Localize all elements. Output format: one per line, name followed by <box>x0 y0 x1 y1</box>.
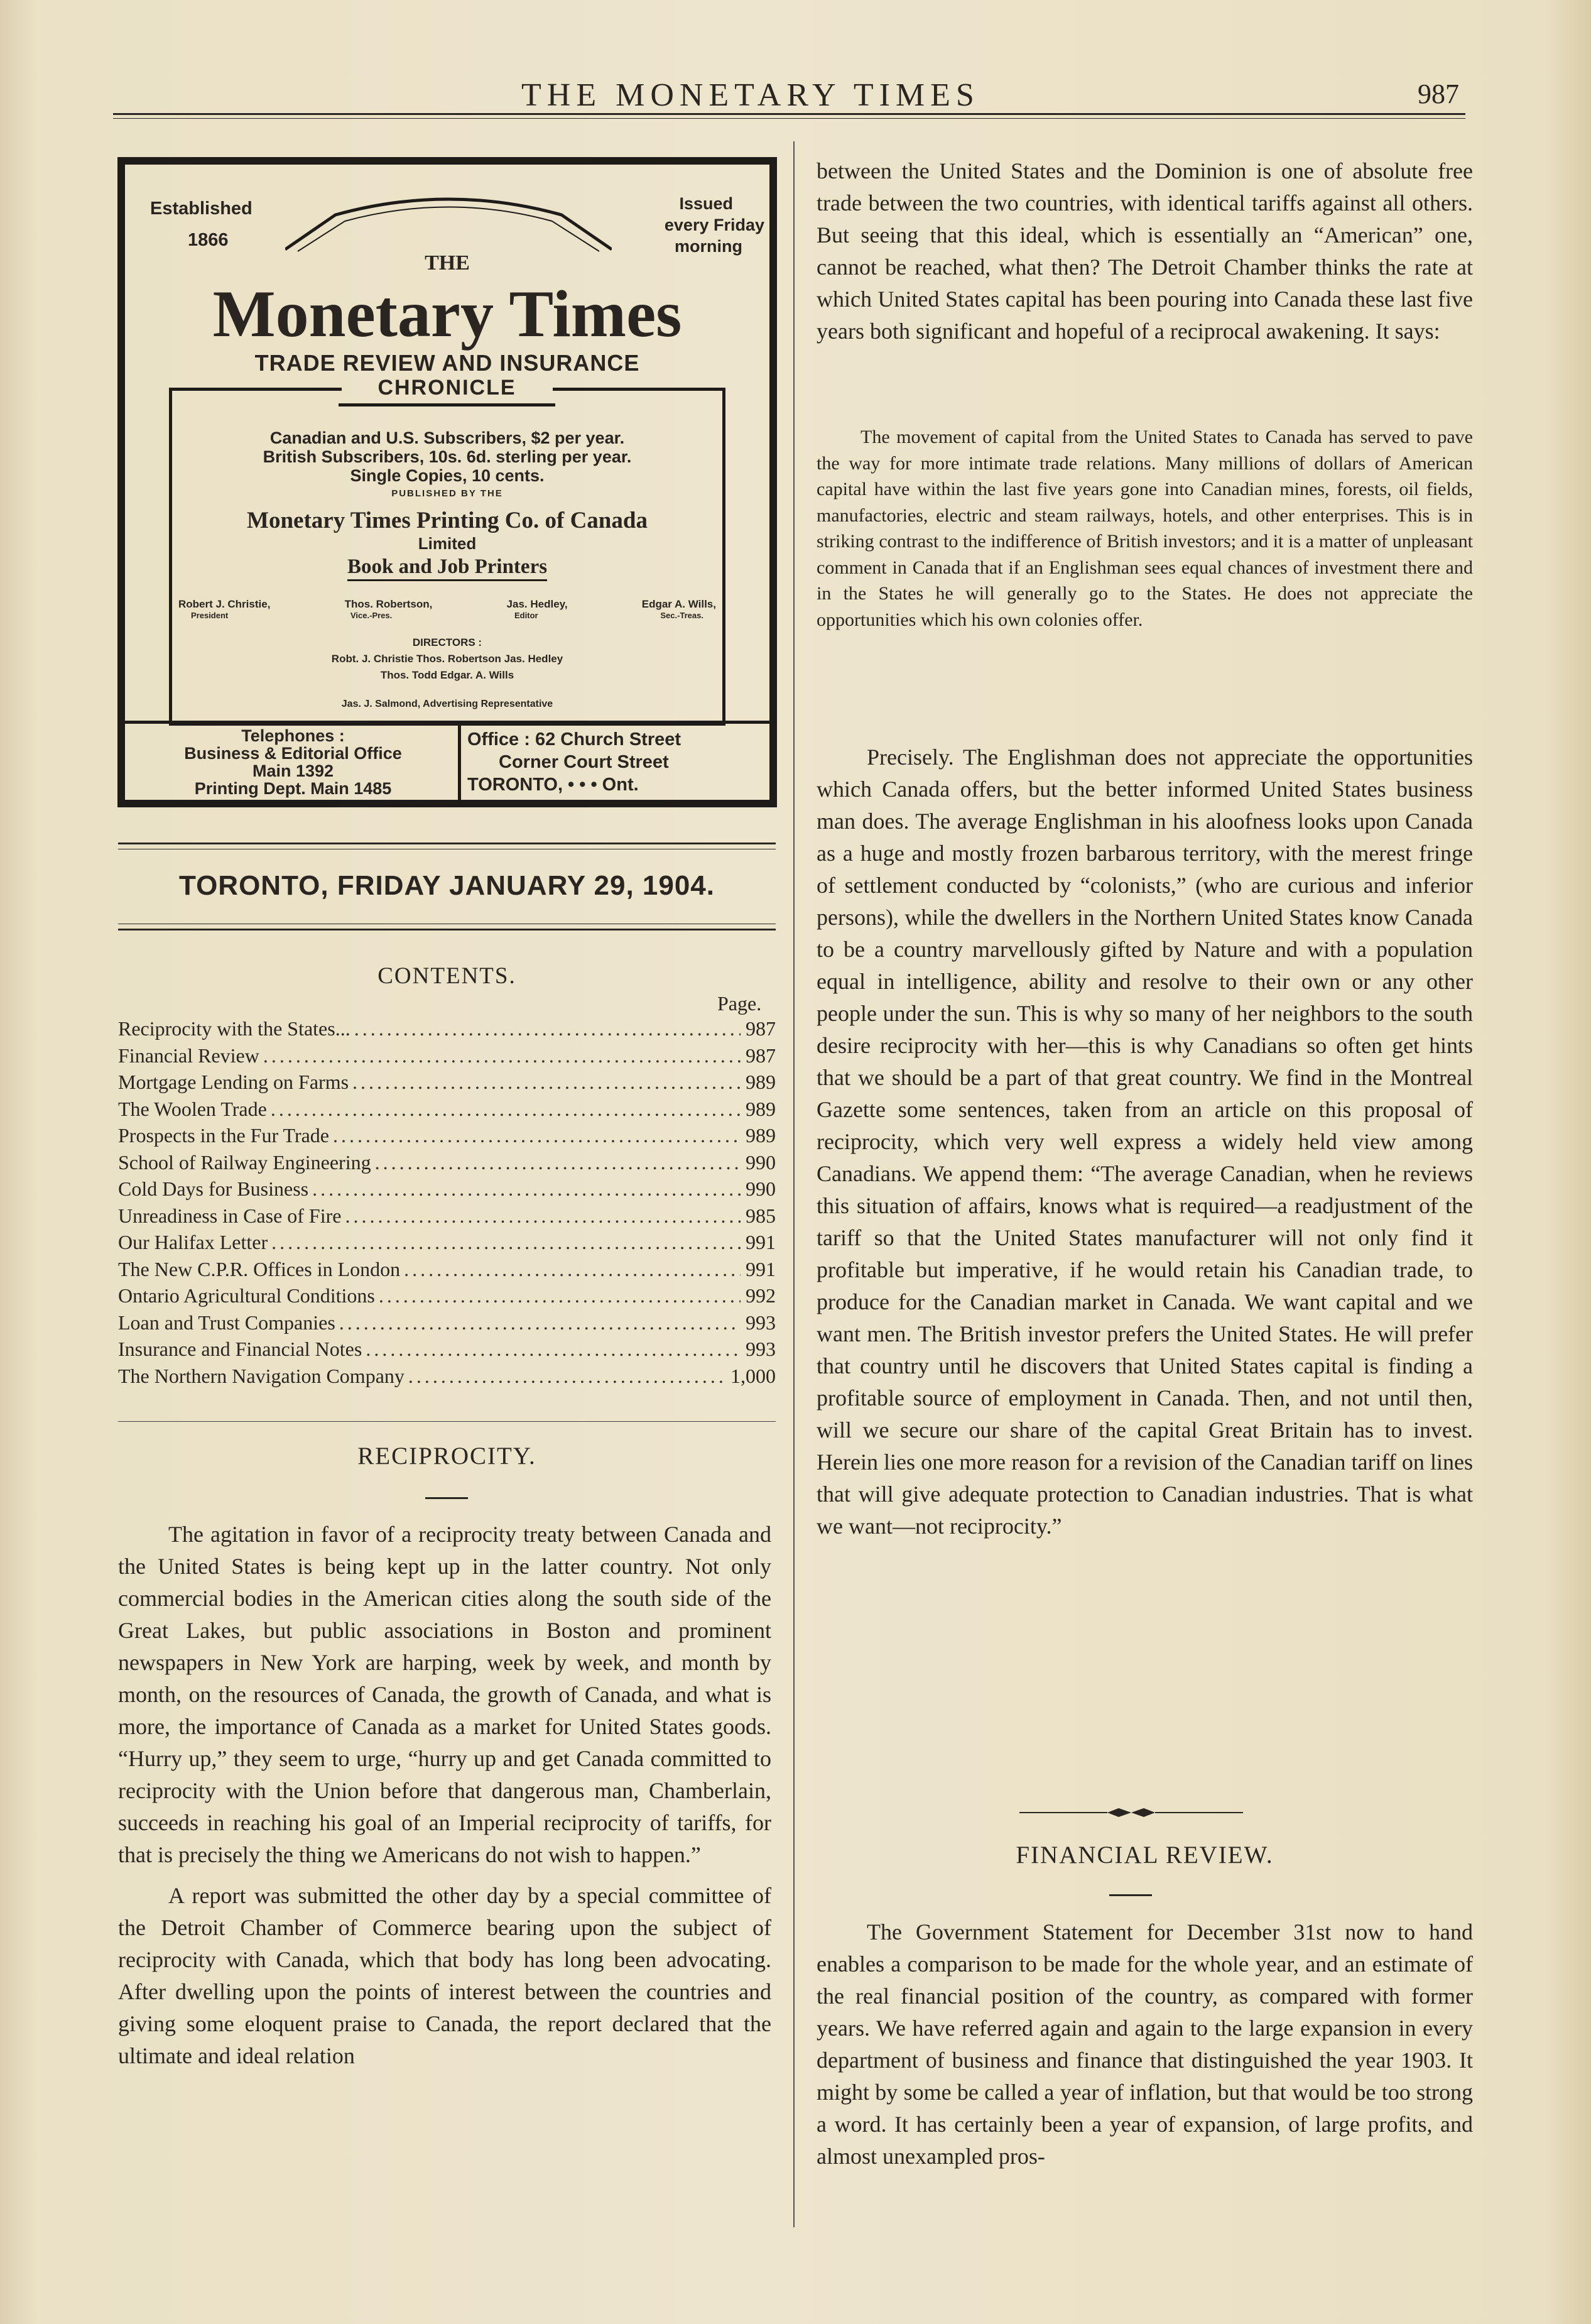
officer-names: Robert J. Christie, Thos. Robertson, Jas. Hedley, Edgar A. Wills, <box>178 598 716 610</box>
reciprocity-body-left <box>118 1519 771 2072</box>
contents-item[interactable]: Ontario Agricultural Conditions ..... 992 <box>118 1282 776 1309</box>
reciprocity-body-right-2 <box>817 741 1473 1542</box>
quoted-paragraph: The movement of capital from the United States to Canada has served to pave the way for more intimate trade relations. Many millions of dollars of American capital have within the last five years gone into Canadian mines, forests, oil fields, manufactories, electric and steam railways, hotels, and other enterprises. This is in striking contrast to the indifference of British investors; and it is a matter of unpleasant comment in Canada that if an Englishman sees equal chances of investment there and in the States he will generally go to the States. He does not appreciate the opportunities which his own colonies offer. <box>817 427 1473 630</box>
header-rule-thin <box>113 118 1465 119</box>
journal-title: THE MONETARY TIMES <box>521 77 980 113</box>
double-rule <box>118 843 776 849</box>
frame-line <box>458 721 461 800</box>
officer-titles: President Vice.-Pres. Editor Sec.-Treas. <box>191 611 703 620</box>
detroit-quote <box>817 424 1473 633</box>
column-divider <box>793 141 795 2227</box>
contents-item[interactable]: Loan and Trust Companies ..... 993 <box>118 1309 776 1336</box>
masthead-chronicle: CHRONICLE <box>339 376 555 406</box>
contents-item[interactable]: The Woolen Trade ..... 989 <box>118 1096 776 1123</box>
article-title-reciprocity: RECIPROCITY. <box>357 1443 536 1470</box>
paragraph: A report was submitted the other day by a special committee of the Detroit Chamber of Commerce bearing upon the subject of reciprocity with Canada, which that body has long been advocating. After dwelling upon the points of interest between the countries and giving some eloquent praise to Canada, the report declared that the ultimate and ideal relation <box>118 1883 771 2068</box>
contents-list <box>118 1015 776 1389</box>
contents-item[interactable]: Unreadiness in Case of Fire ..... 985 <box>118 1203 776 1230</box>
paragraph: between the United States and the Dominion is one of absolute free trade between the two countries, with identical tariffs against all others. But seeing that this ideal, which is essentially an “American” one, cannot be reached, what then? The Detroit Chamber thinks the rate at which United States capital has been pouring into Canada these last five years both significant and hopeful of a reciprocal awakening. It says: <box>817 158 1473 344</box>
section-ornament <box>1019 1803 1243 1822</box>
contents-item[interactable]: The New C.P.R. Offices in London ..... 991 <box>118 1256 776 1283</box>
publisher-name: Monetary Times Printing Co. of Canada <box>247 508 648 533</box>
contents-item[interactable]: Insurance and Financial Notes ..... 993 <box>118 1336 776 1363</box>
publisher-limited: Limited <box>418 534 477 553</box>
contents-item[interactable]: The Northern Navigation Company ..... 1,000 <box>118 1363 776 1390</box>
dateline: TORONTO, FRIDAY JANUARY 29, 1904. <box>179 870 715 901</box>
paragraph: The agitation in favor of a reciprocity treaty between Canada and the United States is being kept up in the latter country. Not only commercial bodies in the American cities along the south side of the Great Lakes, but public associations in Boston and prominent newspapers in New York are harping, week by week, and month by month, on the resources of Canada, the growth of Canada, and what is more, the importance of Canada as a market for United States goods. “Hurry up,” they seem to urge, “hurry up and get Canada committed to reciprocity with the Union before that dangerous man, Chamberlain, succeeds in reaching his goal of an Imperial reciprocity of tariffs, for that is precisely the thing we Americans do not wish to happen.” <box>118 1522 771 1867</box>
page-number: 987 <box>1418 79 1459 109</box>
established-note: Established 1866 <box>150 199 252 250</box>
frame-line <box>125 721 769 724</box>
officers <box>178 598 716 620</box>
contents-item[interactable]: Prospects in the Fur Trade ..... 989 <box>118 1122 776 1149</box>
book-job-printers: Book and Job Printers <box>125 555 769 579</box>
paragraph: Precisely. The Englishman does not appreciate the opportunities which Canada offers, but the better informed United States business man does. The average Englishman in his aloofness looks upon Canada as a huge and mostly frozen barbarous territory, with the merest fringe of settlement conducted by “colonists,” (who are curious and inferior persons), while the dwellers in the Northern United States know Canada to be a country marvellously gifted by Nature and with a population equal in intelligence, ability and resolve to their own or any other people under the sun. This is why so many of her neighbors to the south desire reciprocity with her—this is why Canadians so often get hints that we should be a part of that great country. We find in the Montreal Gazette some sentences, taken from an article on this proposal of reciprocity, which very well express a widely held view among Canadians. We append them: “The average Canadian, when he reviews this situation of affairs, knows what is required—a readjustment of the tariff so that the United States manufacturer will not only find it profitable but imperative, if he would retain his Canadian trade, to produce for the Canadian market in Canada. We want capital and we want men. The British investor prefers the United States. He will prefer that country until he discovers that United States capital is finding a profitable source of employment in Canada. Then, and not until then, will we secure our share of the capital Great Britain has to invest. Herein lies one more reason for a revision of the Canadian tariff on lines that will give adequate protection to Canadian industries. That is what we want—not reciprocity.” <box>817 745 1473 1539</box>
title-rule <box>1109 1894 1152 1896</box>
contents-item[interactable]: Reciprocity with the States... ..... 987 <box>118 1015 776 1042</box>
masthead-the: THE <box>425 251 470 275</box>
subscription-rates: Canadian and U.S. Subscribers, $2 per year. British Subscribers, 10s. 6d. sterling per year. Single Copies, 10 cents. <box>263 428 632 485</box>
contents-item[interactable]: Mortgage Lending on Farms ..... 989 <box>118 1069 776 1096</box>
issued-note: Issued every Friday morning <box>664 194 764 256</box>
masthead-arch-ornament <box>285 190 612 259</box>
running-head <box>113 74 1465 112</box>
published-by: PUBLISHED BY THE <box>391 488 503 499</box>
masthead-box <box>117 157 777 807</box>
section-rule <box>118 1421 776 1422</box>
directors: DIRECTORS : Robt. J. Christie Thos. Robertson Jas. Hedley Thos. Todd Edgar. A. Wills <box>331 636 563 681</box>
contents-item[interactable]: School of Railway Engineering ..... 990 <box>118 1149 776 1176</box>
masthead-name: Monetary Times <box>212 277 682 351</box>
double-rule <box>118 924 776 930</box>
advertising-representative: Jas. J. Salmond, Advertising Representative <box>341 699 553 709</box>
paragraph: The Government Statement for December 31st now to hand enables a comparison to be made for the whole year, and an estimate of the real financial position of the country, as compared with former years. We have referred again and again to the large expansion in every department of business and finance that distinguished the year 1903. It might by some be called a year of inflation, but that would be too strong a word. It has certainly been a year of expansion, of large profits, and almost unexampled pros- <box>817 1919 1473 2169</box>
article-title-financial-review: FINANCIAL REVIEW. <box>1016 1841 1274 1868</box>
masthead-subtitle: TRADE REVIEW AND INSURANCE <box>254 350 640 376</box>
title-rule <box>425 1497 468 1499</box>
contents-item[interactable]: Our Halifax Letter ..... 991 <box>118 1229 776 1256</box>
telephones: Telephones : Business & Editorial Office Main 1392 Printing Dept. Main 1485 <box>184 726 402 798</box>
contents-heading: CONTENTS. <box>377 963 516 989</box>
contents-item[interactable]: Financial Review ..... 987 <box>118 1042 776 1069</box>
header-rule <box>113 113 1465 115</box>
financial-review-body <box>817 1916 1473 2173</box>
office-address: Office : 62 Church Street Corner Court Street TORONTO, • • • Ont. <box>467 729 681 795</box>
contents-item[interactable]: Cold Days for Business ..... 990 <box>118 1176 776 1203</box>
reciprocity-body-right <box>817 155 1473 347</box>
contents-page-label: Page. <box>717 992 762 1015</box>
